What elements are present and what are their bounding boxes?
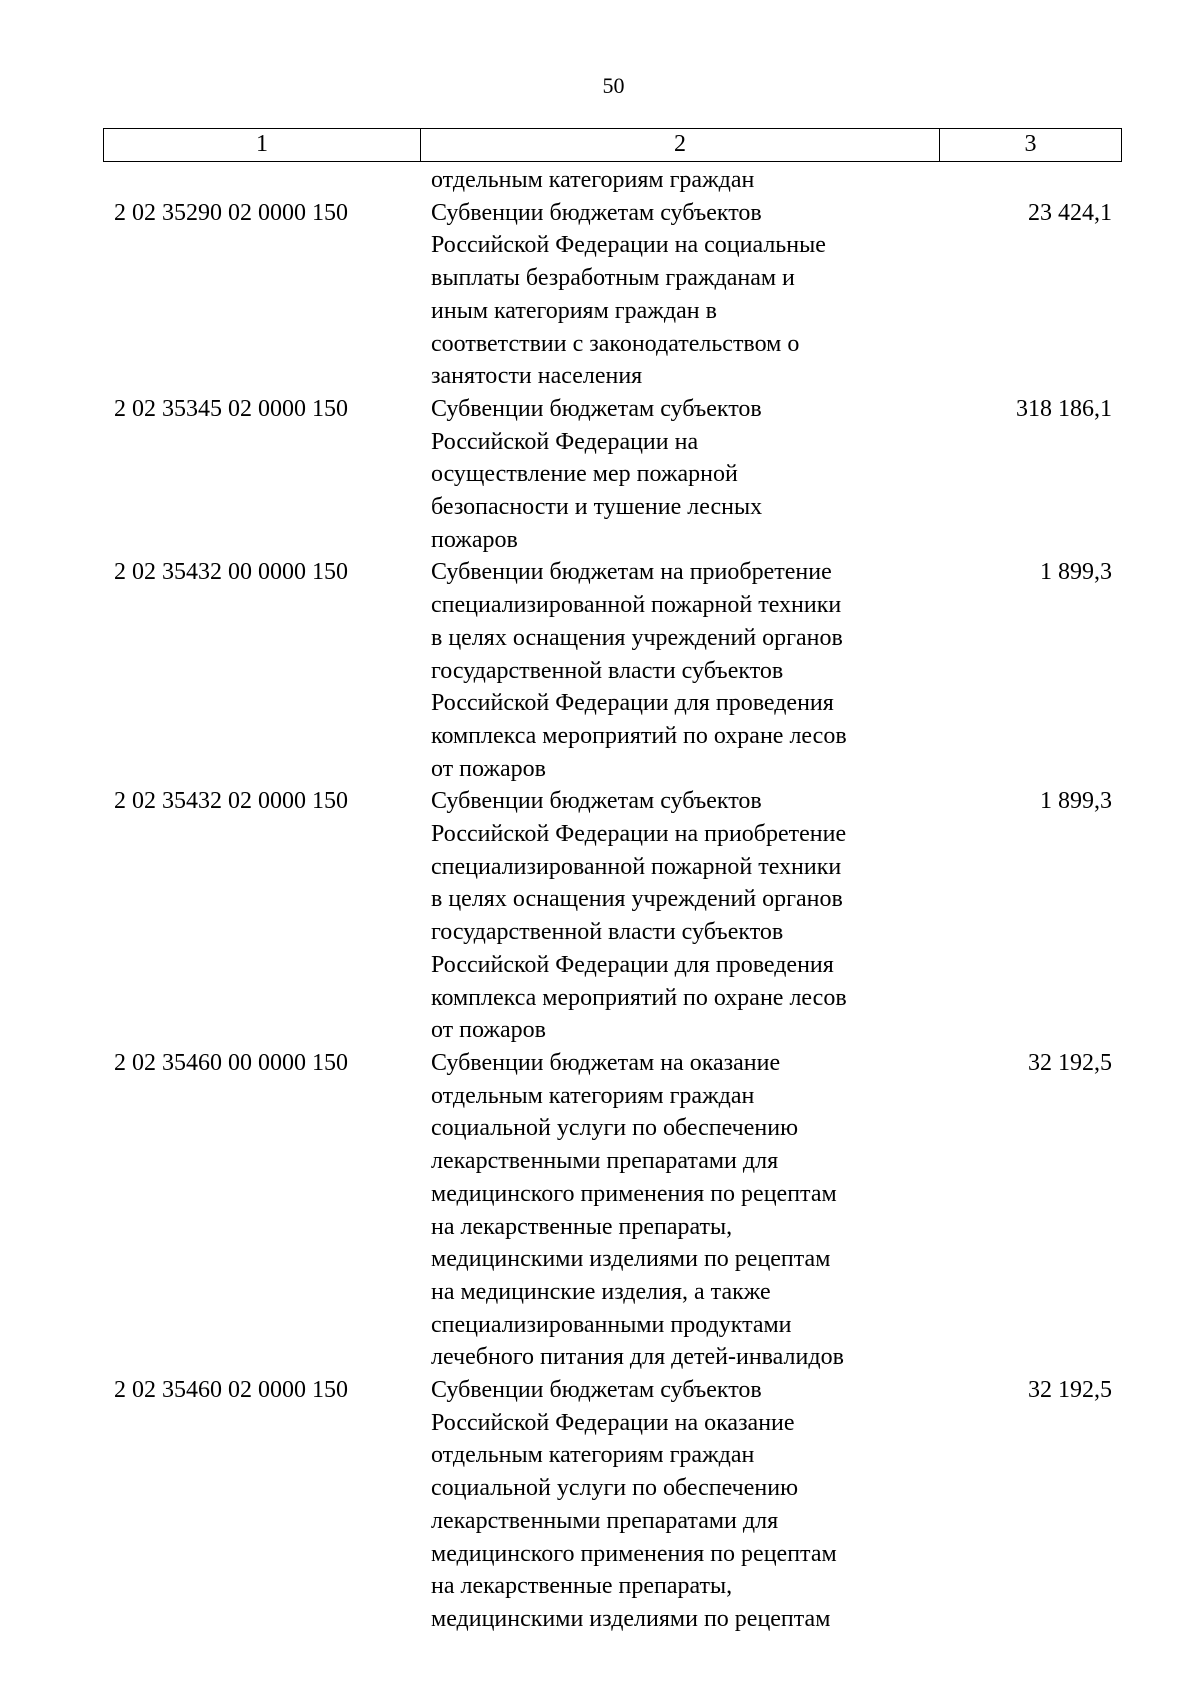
description-line: специализированной пожарной техники: [431, 592, 842, 619]
description-line: медицинского применения по рецептам: [431, 1540, 837, 1567]
budget-code: 2 02 35290 02 0000 150: [114, 199, 348, 226]
description-line: соответствии с законодательством о: [431, 330, 800, 357]
description-line: отдельным категориям граждан: [431, 1442, 755, 1469]
description-line: Российской Федерации на оказание: [431, 1409, 795, 1436]
description-line: Российской Федерации для проведения: [431, 951, 834, 978]
description-line: социальной услуги по обеспечению: [431, 1475, 799, 1502]
description-line: на лекарственные препараты,: [431, 1213, 733, 1240]
description-line: Субвенции бюджетам субъектов: [431, 199, 762, 226]
description-line: на лекарственные препараты,: [431, 1573, 733, 1600]
description-line: Субвенции бюджетам на приобретение: [431, 559, 832, 586]
budget-code: 2 02 35345 02 0000 150: [114, 395, 348, 422]
table-row: [0, 1374, 1200, 1636]
description-line: лекарственными препаратами для: [431, 1148, 779, 1175]
amount: 32 192,5: [1028, 1049, 1112, 1076]
amount: 1 899,3: [1040, 559, 1112, 586]
description-line: от пожаров: [431, 1017, 546, 1044]
description-line: Субвенции бюджетам на оказание: [431, 1049, 781, 1076]
description-line: государственной власти субъектов: [431, 919, 784, 946]
budget-code: 2 02 35432 00 0000 150: [114, 559, 348, 586]
description-line: Субвенции бюджетам субъектов: [431, 788, 762, 815]
description-line: медицинского применения по рецептам: [431, 1180, 837, 1207]
description-line: лекарственными препаратами для: [431, 1507, 779, 1534]
description-line: лечебного питания для детей-инвалидов: [431, 1344, 844, 1371]
amount: 318 186,1: [1016, 395, 1112, 422]
description: [331, 164, 931, 197]
description-line: медицинскими изделиями по рецептам: [431, 1246, 831, 1273]
description-line: отдельным категориям граждан: [431, 167, 755, 193]
budget-code: 2 02 35460 02 0000 150: [114, 1377, 348, 1404]
budget-code: 2 02 35460 00 0000 150: [114, 1049, 348, 1076]
table-row: [0, 393, 1200, 557]
description-line: Российской Федерации для проведения: [431, 690, 834, 717]
description-line: на медицинские изделия, а также: [431, 1278, 771, 1305]
description-line: комплекса мероприятий по охране лесов: [431, 984, 847, 1011]
description-line: Российской Федерации на: [431, 428, 699, 455]
description-line: специализированной пожарной техники: [431, 853, 842, 880]
table-row: [0, 556, 1200, 785]
description-line: Российской Федерации на приобретение: [431, 821, 847, 848]
description-line: комплекса мероприятий по охране лесов: [431, 722, 847, 749]
description-line: Субвенции бюджетам субъектов: [431, 1377, 762, 1404]
description-line: социальной услуги по обеспечению: [431, 1115, 799, 1142]
description-line: осуществление мер пожарной: [431, 461, 738, 488]
description-line: Российской Федерации на социальные: [431, 232, 826, 259]
table-header: [103, 128, 1122, 162]
table-row: [0, 1047, 1200, 1374]
header-col-2: 2: [421, 129, 940, 161]
description: [331, 556, 931, 785]
description-line: от пожаров: [431, 755, 546, 782]
header-col-1: 1: [104, 129, 421, 161]
description: [331, 1047, 931, 1374]
description-line: занятости населения: [431, 363, 643, 390]
header-col-3: 3: [1024, 131, 1037, 157]
description-line: безопасности и тушение лесных: [431, 494, 763, 521]
description-line: пожаров: [431, 526, 518, 553]
description-line: выплаты безработным гражданам и: [431, 265, 795, 292]
budget-code: [0, 164, 331, 197]
description-line: в целях оснащения учреждений органов: [431, 886, 843, 913]
amount: 32 192,5: [1028, 1377, 1112, 1404]
description: [331, 785, 931, 1047]
description-line: медицинскими изделиями по рецептам: [431, 1605, 831, 1632]
table-row: [0, 785, 1200, 1047]
description-line: специализированными продуктами: [431, 1311, 792, 1338]
description-line: Субвенции бюджетам субъектов: [431, 395, 762, 422]
budget-code: 2 02 35432 02 0000 150: [114, 788, 348, 815]
description-line: отдельным категориям граждан: [431, 1082, 755, 1109]
amount: 1 899,3: [1040, 788, 1112, 815]
table-row: [0, 164, 1200, 197]
description: [331, 1374, 931, 1636]
amount: 23 424,1: [1028, 199, 1112, 226]
table-row: [0, 197, 1200, 393]
table-body: [0, 164, 1200, 1636]
description-line: государственной власти субъектов: [431, 657, 784, 684]
description-line: иным категориям граждан в: [431, 297, 717, 324]
page-number: 50: [602, 73, 625, 98]
description-line: в целях оснащения учреждений органов: [431, 624, 843, 651]
